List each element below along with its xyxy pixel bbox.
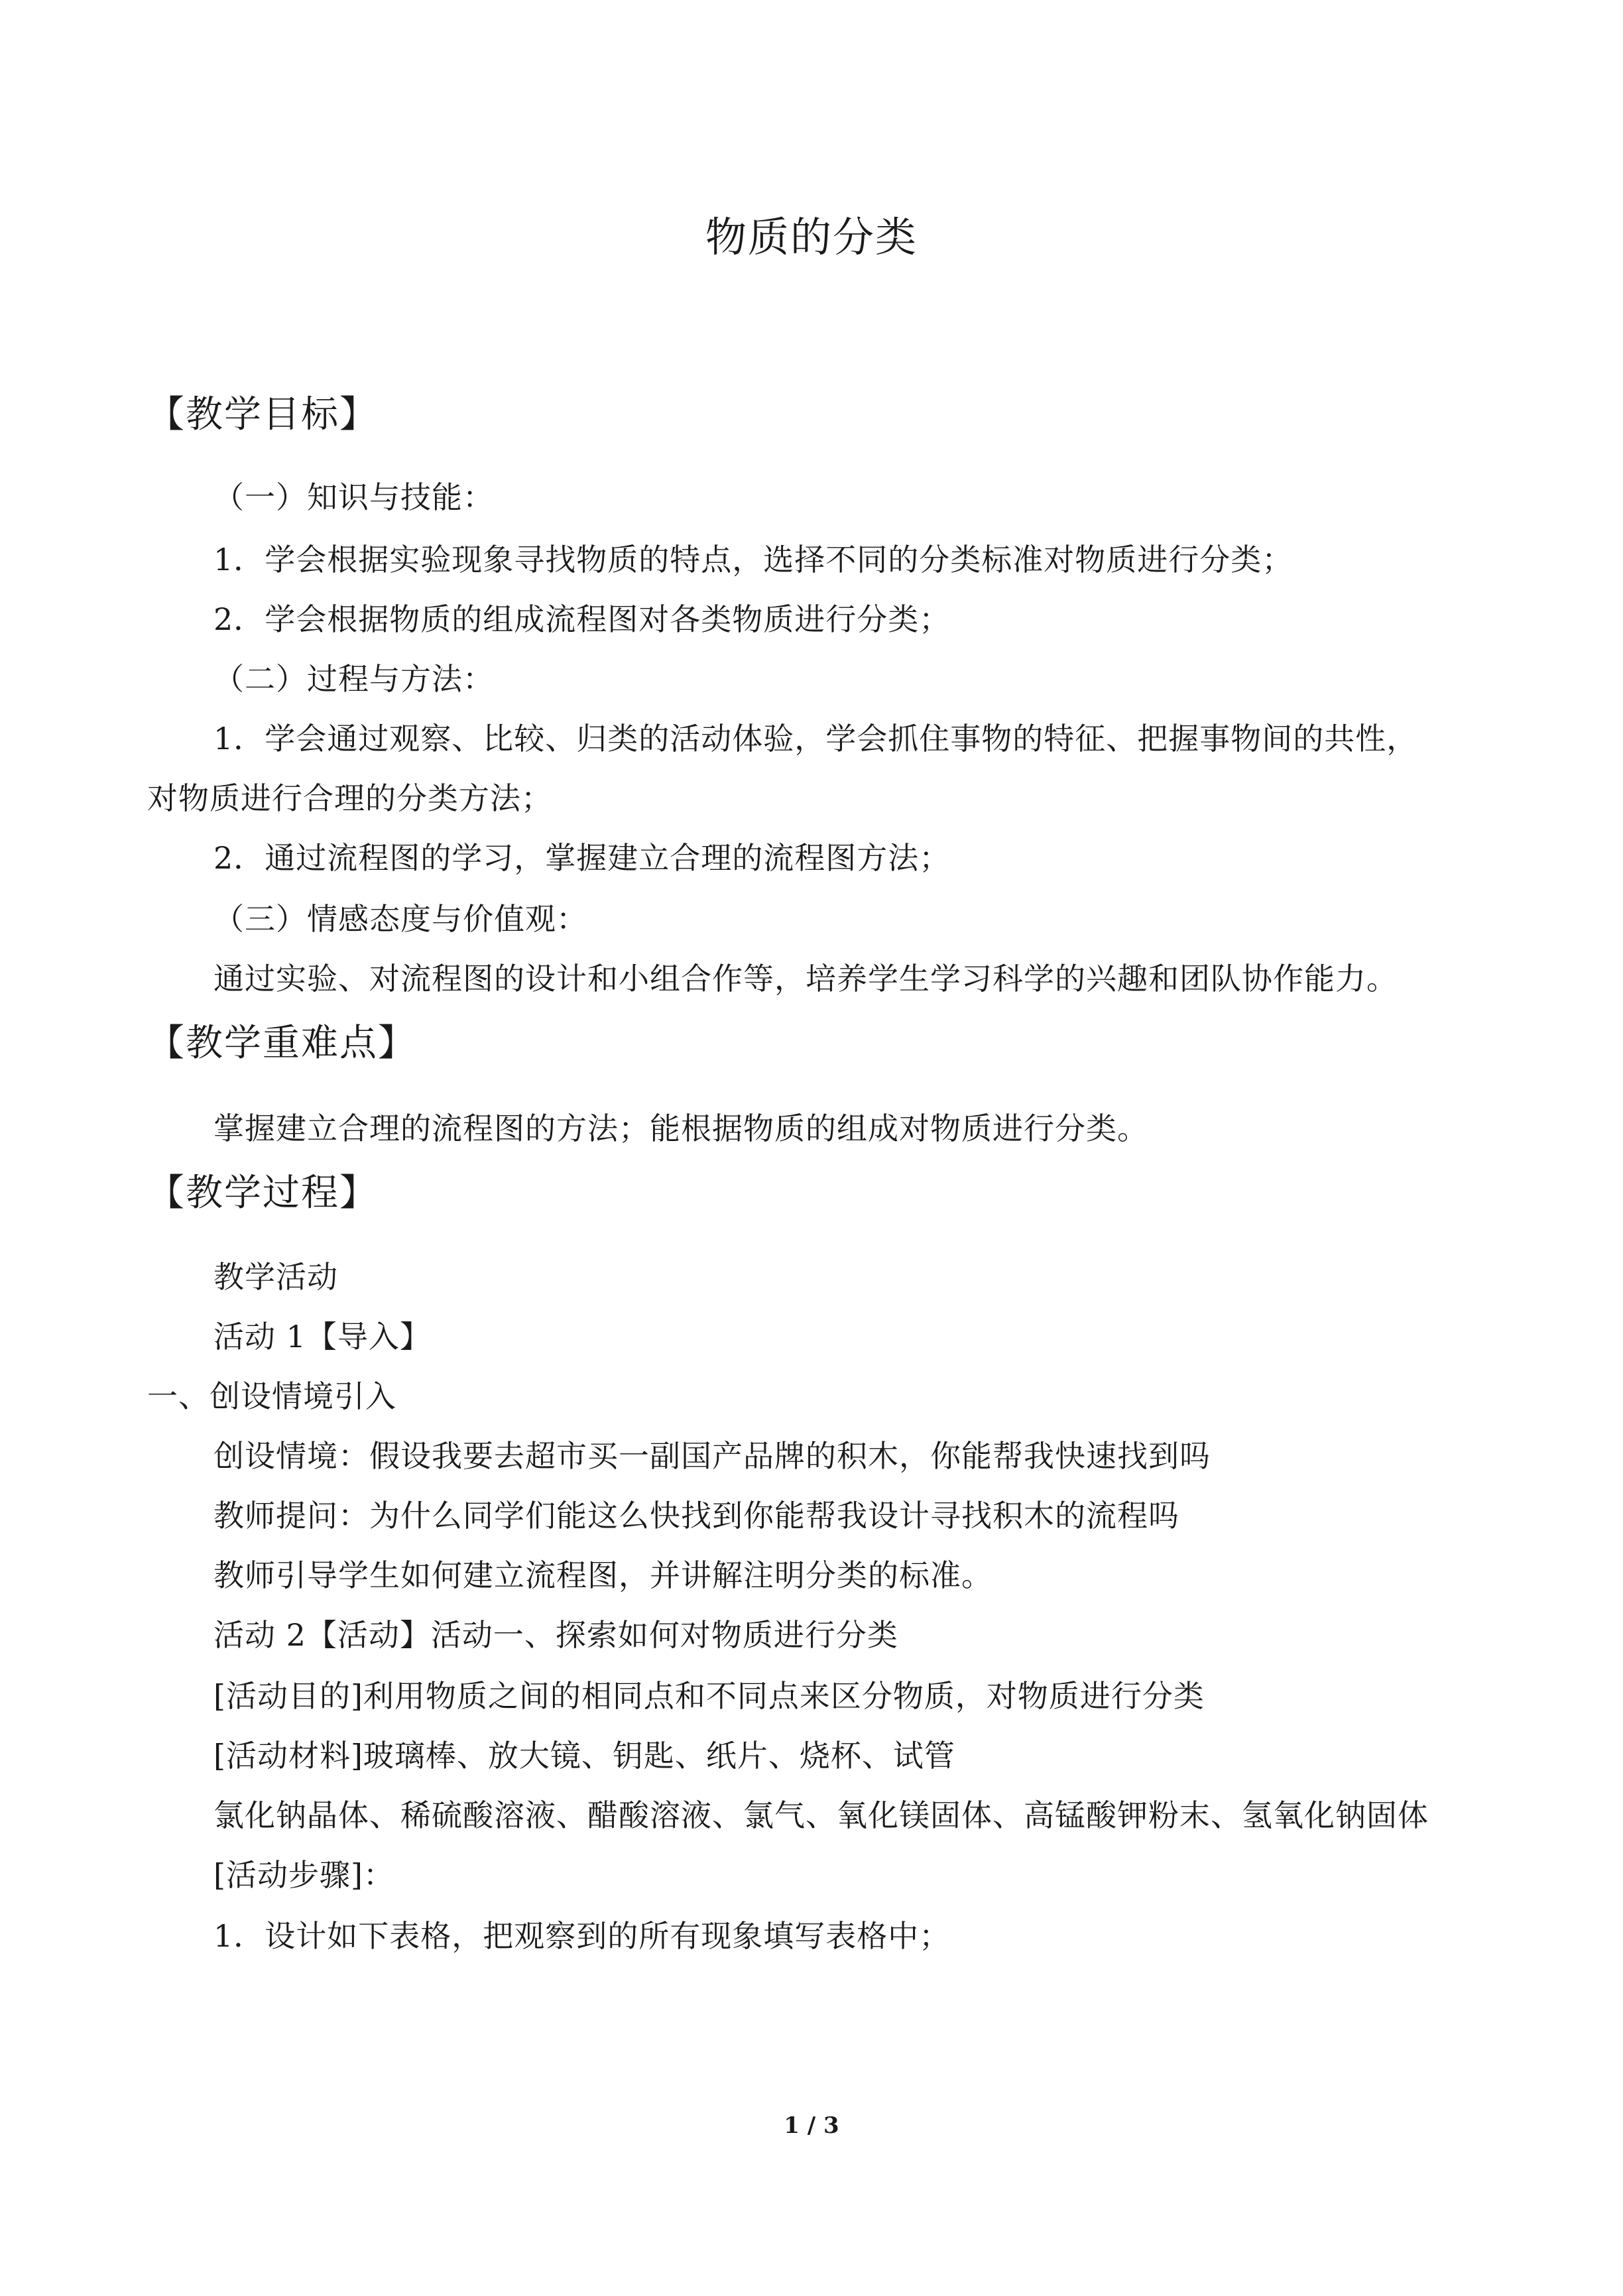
process-line-12: 1．设计如下表格，把观察到的所有现象填写表格中； [213,1918,951,1954]
process-line-8: [活动目的]利用物质之间的相同点和不同点来区分物质，对物质进行分类 [213,1678,1205,1714]
process-line-1: 教学活动 [213,1259,338,1295]
process-line-6: 教师引导学生如何建立流程图，并讲解注明分类的标准。 [213,1557,992,1593]
process-line-10: 氯化钠晶体、稀硫酸溶液、醋酸溶液、氯气、氧化镁固体、高锰酸钾粉末、氢氧化钠固体 [213,1797,1429,1833]
document-title: 物质的分类 [705,213,918,261]
process-line-5: 教师提问：为什么同学们能这么快找到你能帮我设计寻找积木的流程吗 [213,1498,1179,1534]
objectives-item-2-1b: 对物质进行合理的分类方法； [147,780,552,816]
process-line-2: 活动 1【导入】 [213,1319,431,1355]
objectives-item-1-1: 1．学会根据实验现象寻找物质的特点，选择不同的分类标准对物质进行分类； [213,542,1293,577]
objectives-sub-process: （二）过程与方法： [213,661,494,697]
objectives-item-2-2: 2．通过流程图的学习，掌握建立合理的流程图方法； [213,840,951,876]
process-line-11: [活动步骤]： [213,1857,394,1893]
process-line-4: 创设情境：假设我要去超市买一副国产品牌的积木，你能帮我快速找到吗 [213,1438,1211,1474]
objectives-item-1-2: 2．学会根据物质的组成流程图对各类物质进行分类； [213,601,951,637]
process-line-7: 活动 2【活动】活动一、探索如何对物质进行分类 [213,1617,898,1653]
process-line-9: [活动材料]玻璃棒、放大镜、钥匙、纸片、烧杯、试管 [213,1738,955,1774]
heading-keypoints: 【教学重难点】 [147,1022,416,1065]
process-line-3: 一、创设情境引入 [147,1378,396,1414]
objectives-item-2-1a: 1．学会通过观察、比较、归类的活动体验，学会抓住事物的特征、把握事物间的共性， [213,721,1418,756]
objectives-sub-knowledge: （一）知识与技能： [213,479,494,515]
page-number: 1 / 3 [784,2112,839,2139]
heading-process: 【教学过程】 [147,1172,378,1215]
keypoints-text: 掌握建立合理的流程图的方法；能根据物质的组成对物质进行分类。 [213,1111,1148,1146]
heading-objectives: 【教学目标】 [147,393,378,436]
objectives-sub-attitude: （三）情感态度与价值观： [213,901,587,937]
objectives-item-3-1: 通过实验、对流程图的设计和小组合作等，培养学生学习科学的兴趣和团队协作能力。 [213,961,1398,997]
